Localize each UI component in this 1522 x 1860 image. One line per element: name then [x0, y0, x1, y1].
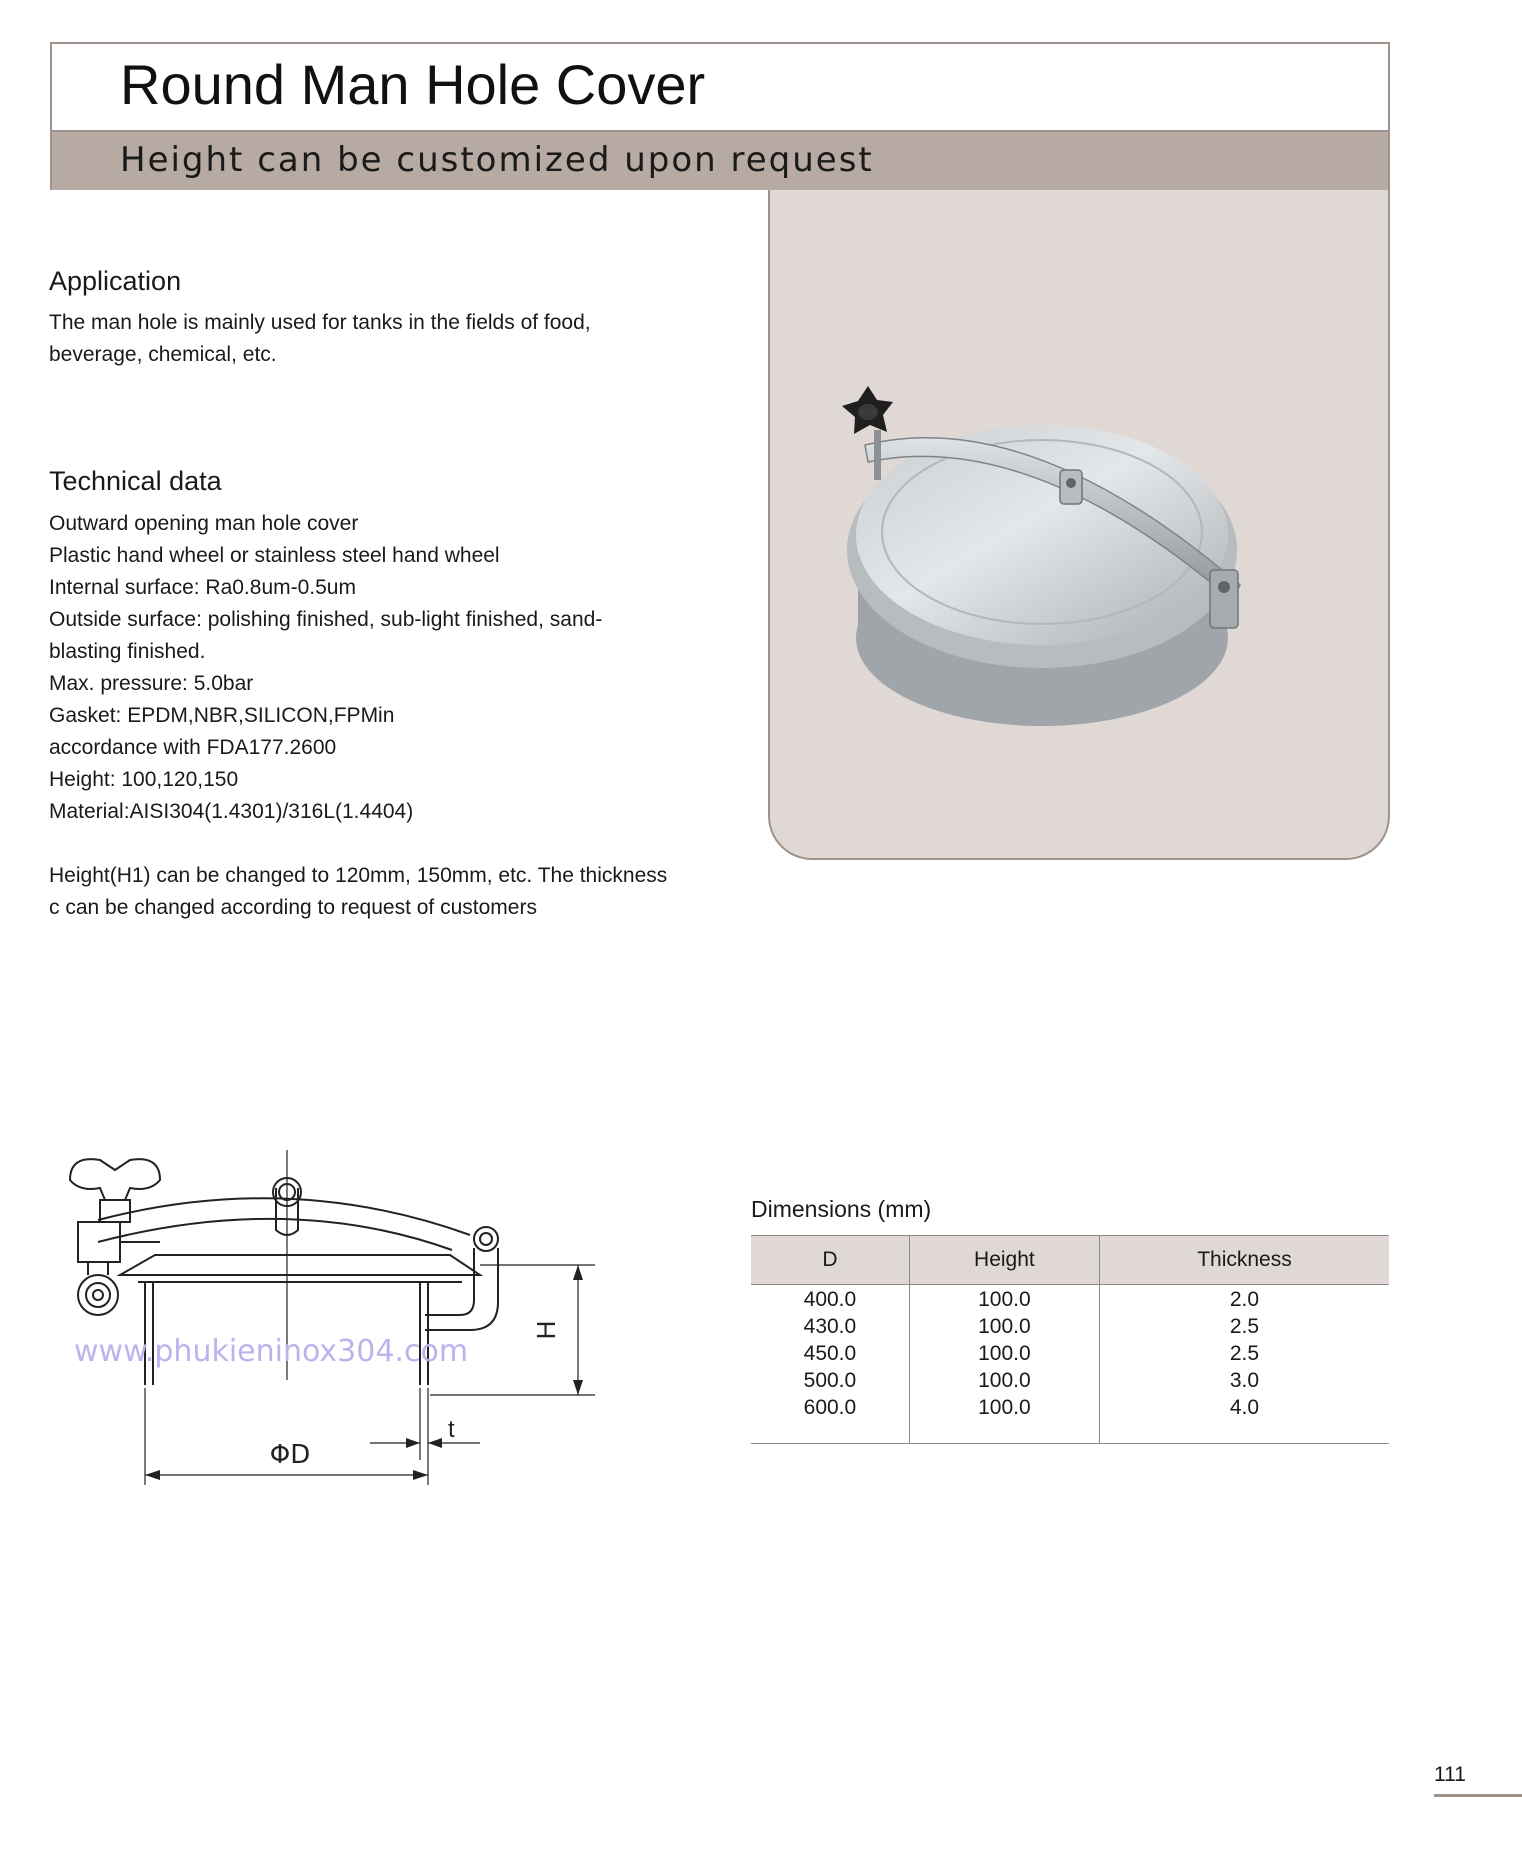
cell-d: 450.0 — [803, 1342, 857, 1365]
application-line: The man hole is mainly used for tanks in the fields of food, — [49, 311, 591, 334]
application-text — [49, 307, 591, 371]
table-row — [751, 1340, 1389, 1367]
cell-thickness: 4.0 — [1099, 1394, 1389, 1421]
dimension-label-h: H — [531, 1320, 561, 1340]
cell-height: 100.0 — [909, 1340, 1099, 1367]
technical-line: Internal surface: Ra0.8um-0.5um — [49, 576, 356, 599]
note-line: Height(H1) can be changed to 120mm, 150mm, etc. The thickness — [49, 864, 668, 887]
page-subtitle: Height can be customized upon request — [120, 140, 874, 180]
technical-line: Outside surface: polishing finished, sub-light finished, sand- — [49, 608, 603, 631]
technical-heading: Technical data — [49, 466, 222, 496]
technical-drawing — [50, 1130, 610, 1490]
header-box — [50, 42, 1390, 190]
technical-list — [49, 508, 602, 828]
page-number-rule — [1434, 1794, 1522, 1797]
cell-thickness: 2.5 — [1099, 1313, 1389, 1340]
dimensions-caption: Dimensions (mm) — [751, 1196, 932, 1222]
table-row — [751, 1394, 1389, 1421]
dimensions-table — [751, 1235, 1389, 1444]
cell-d: 400.0 — [803, 1288, 857, 1311]
application-heading: Application — [49, 266, 182, 296]
cell-height: 100.0 — [909, 1367, 1099, 1394]
cell-thickness: 2.0 — [1099, 1285, 1389, 1314]
technical-line: Gasket: EPDM,NBR,SILICON,FPMin — [49, 704, 395, 727]
technical-line: Outward opening man hole cover — [49, 512, 359, 535]
technical-line: Material:AISI304(1.4301)/316L(1.4404) — [49, 800, 414, 823]
table-header-row — [751, 1236, 1389, 1285]
table-row — [751, 1313, 1389, 1340]
table-row — [751, 1285, 1389, 1314]
product-photo-panel — [768, 190, 1390, 860]
cell-height: 100.0 — [909, 1285, 1099, 1314]
technical-line: Height: 100,120,150 — [49, 768, 239, 791]
column-header-d: D — [751, 1236, 909, 1285]
technical-line: Plastic hand wheel or stainless steel hand wheel — [49, 544, 500, 567]
watermark-text: www.phukieninox304.com — [74, 1334, 469, 1369]
column-header-thickness: Thickness — [1099, 1236, 1389, 1285]
technical-line: blasting finished. — [49, 640, 206, 663]
cell-d: 430.0 — [803, 1315, 857, 1338]
subtitle-band — [52, 130, 1388, 190]
cell-d: 600.0 — [803, 1396, 857, 1419]
cell-height: 100.0 — [909, 1313, 1099, 1340]
table-spacer-row — [751, 1421, 1389, 1444]
cell-thickness: 2.5 — [1099, 1340, 1389, 1367]
page-number: 111 — [1434, 1763, 1466, 1786]
note-line: c can be changed according to request of customers — [49, 896, 537, 919]
technical-note — [49, 860, 667, 924]
page-title: Round Man Hole Cover — [120, 53, 706, 116]
dimension-label-d: ΦD — [269, 1440, 311, 1470]
technical-line: accordance with FDA177.2600 — [49, 736, 337, 759]
application-line: beverage, chemical, etc. — [49, 343, 277, 366]
cell-thickness: 3.0 — [1099, 1367, 1389, 1394]
technical-line: Max. pressure: 5.0bar — [49, 672, 254, 695]
column-header-height: Height — [909, 1236, 1099, 1285]
cell-height: 100.0 — [909, 1394, 1099, 1421]
dimension-label-t: t — [448, 1416, 455, 1443]
manhole-cover-photo — [770, 190, 1390, 860]
table-row — [751, 1367, 1389, 1394]
cell-d: 500.0 — [803, 1369, 857, 1392]
